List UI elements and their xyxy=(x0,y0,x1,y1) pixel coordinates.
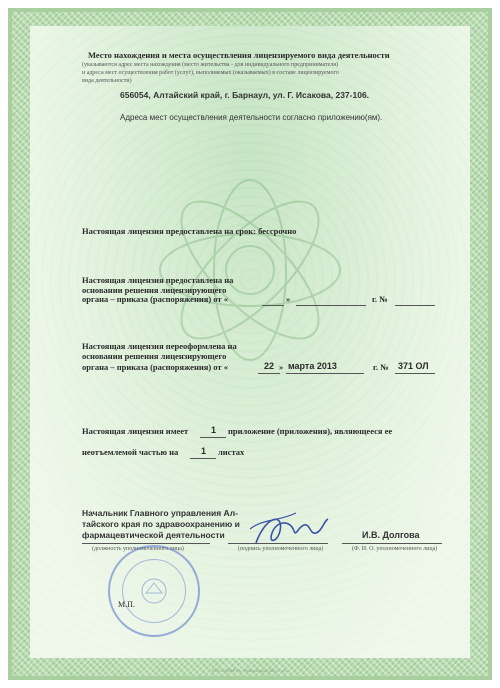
position-caption: (должность уполномоченного лица) xyxy=(92,546,184,552)
reissue-month-year: марта 2013 xyxy=(288,361,337,371)
rosette-ornament-icon xyxy=(150,170,350,370)
position-line-1: Начальник Главного управления Ал- xyxy=(82,508,238,518)
reissue-number-line xyxy=(395,373,435,374)
reissue-day-line xyxy=(258,373,280,374)
grant-line-3: органа – приказа (распоряжения) от « xyxy=(82,294,228,304)
appendix-sheets: 1 xyxy=(201,446,207,456)
grant-line-1: Настоящая лицензия предоставлена на xyxy=(82,275,234,285)
addresses-note: Адреса мест осуществления деятельности согласно приложению(ям). xyxy=(120,113,383,122)
reissue-number: 371 ОЛ xyxy=(398,361,429,371)
appendix-sheets-line xyxy=(190,458,216,459)
grant-day-line xyxy=(262,305,284,306)
reissue-line-1: Настоящая лицензия переоформлена на xyxy=(82,341,237,351)
appendix-line-1-suffix: приложение (приложения), являющееся ее xyxy=(228,426,393,436)
grant-number-line xyxy=(395,305,435,306)
reissue-date-line xyxy=(286,373,364,374)
grant-quote-close: » xyxy=(286,294,291,304)
appendix-count: 1 xyxy=(211,425,217,435)
appendix-line-2-suffix: листах xyxy=(218,447,245,457)
reissue-year-number-label: г. № xyxy=(373,362,389,372)
address-value: 656054, Алтайский край, г. Барнаул, ул. Г. Исакова, 237-106. xyxy=(120,90,370,100)
position-line-3: фармацевтической деятельности xyxy=(82,530,225,540)
reissue-quote-close: » xyxy=(279,362,284,372)
reissue-line-3: органа – приказа (распоряжения) от « xyxy=(82,362,228,372)
printer-note: ЗАО «ОПЦИОН», Новосибирск, 2012 г. «А» xyxy=(212,668,288,673)
term-text: Настоящая лицензия предоставлена на срок: бессрочно xyxy=(82,226,297,236)
location-note-1: (указываются адрес места нахождения (место жительства - для индивидуального предпринимателя) xyxy=(82,62,339,68)
signature-line xyxy=(228,543,328,544)
position-line-2: тайского края по здравоохранению и xyxy=(82,519,240,529)
name-line xyxy=(342,543,442,544)
reissue-line-2: основании решения лицензирующего xyxy=(82,351,227,361)
appendix-line-2-prefix: неотъемлемой частью на xyxy=(82,447,179,457)
grant-line-2: основании решения лицензирующего xyxy=(82,285,227,295)
name-caption: (Ф. И. О. уполномоченного лица) xyxy=(352,546,438,552)
appendix-line-1-prefix: Настоящая лицензия имеет xyxy=(82,426,189,436)
appendix-count-line xyxy=(200,437,226,438)
signature-caption: (подпись уполномоченного лица) xyxy=(238,546,324,552)
grant-date-line xyxy=(296,305,366,306)
signatory-name: И.В. Долгова xyxy=(362,530,420,540)
position-line xyxy=(82,543,210,544)
official-seal-icon xyxy=(108,545,200,637)
grant-year-number: г. № xyxy=(372,294,388,304)
reissue-day: 22 xyxy=(264,361,275,371)
location-heading: Место нахождения и места осуществления лицензируемого вида деятельности xyxy=(88,50,390,60)
location-note-2: и адреса мест осуществления работ (услуг), выполняемых (оказываемых) в составе лицензируемого xyxy=(82,70,339,76)
location-note-3: вида деятельности) xyxy=(82,78,132,84)
seal-label: М.П. xyxy=(118,600,135,609)
